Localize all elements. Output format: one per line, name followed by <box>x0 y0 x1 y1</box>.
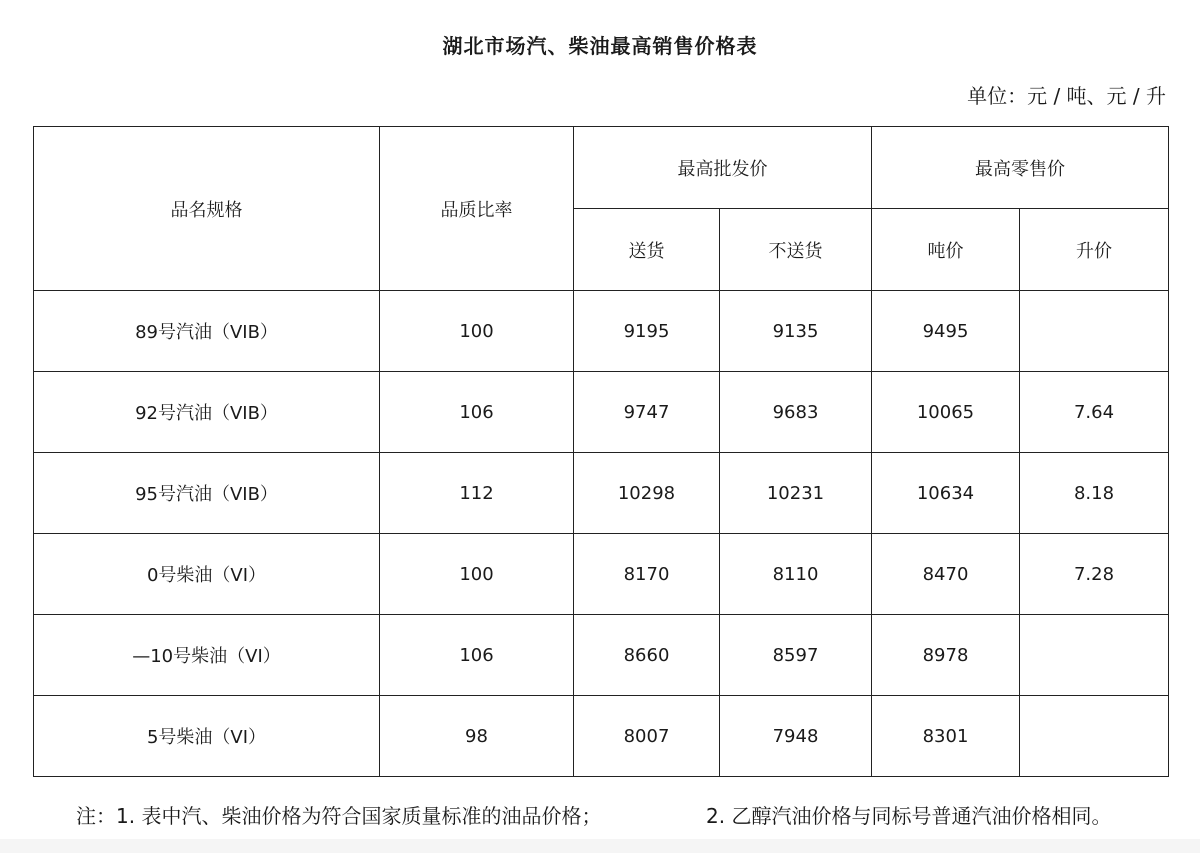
table-row <box>34 453 1169 534</box>
cell-no-delivery: 9683 <box>720 372 872 453</box>
header-liter-price: 升价 <box>1020 209 1169 291</box>
cell-name: 89号汽油（VIB） <box>34 291 380 372</box>
table-row <box>34 615 1169 696</box>
note-1: 注：1. 表中汽、柴油价格为符合国家质量标准的油品价格； <box>76 804 602 828</box>
table-row <box>34 372 1169 453</box>
cell-no-delivery: 10231 <box>720 453 872 534</box>
cell-name: 0号柴油（VI） <box>34 534 380 615</box>
cell-liter-price <box>1020 291 1169 372</box>
cell-ton-price: 8470 <box>872 534 1020 615</box>
cell-ratio: 100 <box>380 534 574 615</box>
cell-ton-price: 8978 <box>872 615 1020 696</box>
page-title: 湖北市场汽、柴油最高销售价格表 <box>442 34 758 58</box>
cell-no-delivery: 7948 <box>720 696 872 777</box>
table-row <box>34 534 1169 615</box>
header-ton-price: 吨价 <box>872 209 1020 291</box>
header-wholesale: 最高批发价 <box>574 127 872 209</box>
cell-name: 95号汽油（VIB） <box>34 453 380 534</box>
cell-delivery: 10298 <box>574 453 720 534</box>
cell-liter-price: 7.28 <box>1020 534 1169 615</box>
table-row <box>34 696 1169 777</box>
cell-delivery: 9195 <box>574 291 720 372</box>
cell-delivery: 8170 <box>574 534 720 615</box>
cell-no-delivery: 9135 <box>720 291 872 372</box>
cell-name: —10号柴油（VI） <box>34 615 380 696</box>
unit-label: 单位：元 / 吨、元 / 升 <box>967 84 1166 108</box>
header-no-delivery: 不送货 <box>720 209 872 291</box>
cell-ton-price: 8301 <box>872 696 1020 777</box>
cell-ratio: 98 <box>380 696 574 777</box>
cell-name: 92号汽油（VIB） <box>34 372 380 453</box>
cell-ratio: 106 <box>380 372 574 453</box>
cell-no-delivery: 8110 <box>720 534 872 615</box>
cell-no-delivery: 8597 <box>720 615 872 696</box>
cell-liter-price: 8.18 <box>1020 453 1169 534</box>
cell-liter-price: 7.64 <box>1020 372 1169 453</box>
header-delivery: 送货 <box>574 209 720 291</box>
cell-ton-price: 10634 <box>872 453 1020 534</box>
table-row <box>34 291 1169 372</box>
cell-delivery: 8660 <box>574 615 720 696</box>
cell-name: 5号柴油（VI） <box>34 696 380 777</box>
cell-ratio: 106 <box>380 615 574 696</box>
cell-ton-price: 9495 <box>872 291 1020 372</box>
cell-ratio: 100 <box>380 291 574 372</box>
cell-delivery: 8007 <box>574 696 720 777</box>
header-retail: 最高零售价 <box>872 127 1169 209</box>
header-ratio: 品质比率 <box>380 127 574 291</box>
cell-liter-price <box>1020 696 1169 777</box>
cell-ton-price: 10065 <box>872 372 1020 453</box>
table-header-row <box>34 127 1169 209</box>
bottom-divider <box>0 839 1200 853</box>
price-table <box>33 126 1169 777</box>
cell-ratio: 112 <box>380 453 574 534</box>
cell-liter-price <box>1020 615 1169 696</box>
cell-delivery: 9747 <box>574 372 720 453</box>
note-2: 2. 乙醇汽油价格与同标号普通汽油价格相同。 <box>706 804 1112 828</box>
header-name: 品名规格 <box>34 127 380 291</box>
